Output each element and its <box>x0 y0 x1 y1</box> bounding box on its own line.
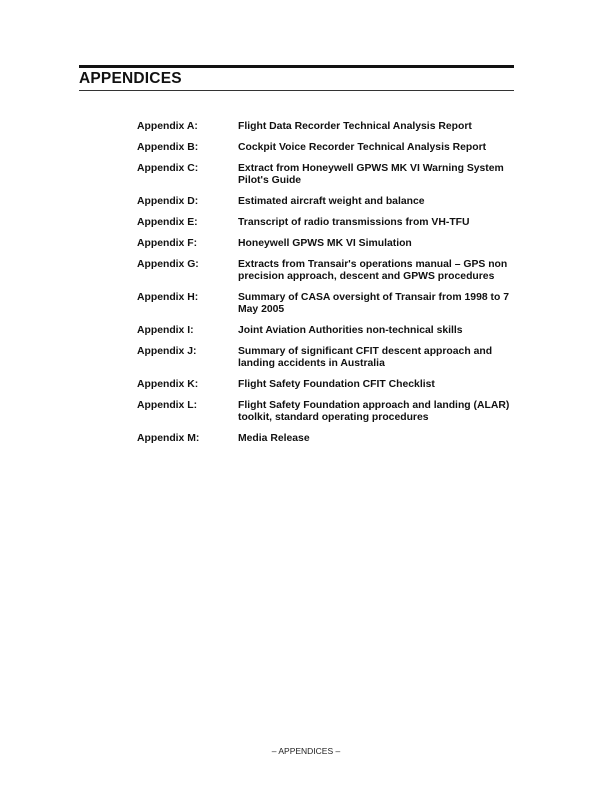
appendix-item-c <box>137 163 522 187</box>
appendix-title: Flight Safety Foundation approach and landing (ALAR) toolkit, standard operating procedures <box>238 400 510 423</box>
appendix-title: Honeywell GPWS MK VI Simulation <box>238 238 412 249</box>
header-thick-rule <box>79 65 514 68</box>
appendix-title: Media Release <box>238 433 310 444</box>
appendix-item-f <box>137 238 522 250</box>
appendix-item-g <box>137 259 522 283</box>
appendix-label: Appendix H: <box>137 292 199 303</box>
appendix-item-k <box>137 379 522 391</box>
appendix-title: Cockpit Voice Recorder Technical Analysis Report <box>238 142 487 153</box>
appendix-label: Appendix G: <box>137 259 199 270</box>
page-title: APPENDICES <box>79 70 182 87</box>
appendix-label: Appendix K: <box>137 379 199 390</box>
appendix-item-m <box>137 433 522 445</box>
appendix-title: Extracts from Transair's operations manual – GPS non precision approach, descent and GPWS procedures <box>238 259 508 282</box>
appendix-label: Appendix A: <box>137 121 198 132</box>
appendix-label: Appendix I: <box>137 325 194 336</box>
appendix-title: Summary of CASA oversight of Transair from 1998 to 7 May 2005 <box>238 292 509 315</box>
appendix-title: Summary of significant CFIT descent approach and landing accidents in Australia <box>238 346 493 369</box>
appendix-title: Flight Data Recorder Technical Analysis Report <box>238 121 472 132</box>
appendix-label: Appendix C: <box>137 163 199 174</box>
appendix-title: Extract from Honeywell GPWS MK VI Warning System Pilot's Guide <box>238 163 504 186</box>
page-footer: – APPENDICES – <box>271 746 341 756</box>
appendix-title: Flight Safety Foundation CFIT Checklist <box>238 379 435 390</box>
appendix-item-e <box>137 217 522 229</box>
appendix-item-a <box>137 121 522 133</box>
appendix-item-l <box>137 400 522 424</box>
appendix-label: Appendix L: <box>137 400 198 411</box>
appendix-label: Appendix M: <box>137 433 200 444</box>
appendix-item-j <box>137 346 522 370</box>
appendix-title: Estimated aircraft weight and balance <box>238 196 425 207</box>
appendix-item-i <box>137 325 522 337</box>
appendix-item-d <box>137 196 522 208</box>
appendix-label: Appendix B: <box>137 142 199 153</box>
appendix-item-b <box>137 142 522 154</box>
header-thin-rule <box>79 90 514 91</box>
appendix-label: Appendix E: <box>137 217 198 228</box>
appendix-label: Appendix J: <box>137 346 197 357</box>
appendix-label: Appendix D: <box>137 196 199 207</box>
appendix-label: Appendix F: <box>137 238 198 249</box>
appendix-item-h <box>137 292 522 316</box>
appendix-title: Transcript of radio transmissions from VH-TFU <box>238 217 470 228</box>
appendix-list <box>137 121 522 454</box>
appendix-title: Joint Aviation Authorities non-technical skills <box>238 325 463 336</box>
